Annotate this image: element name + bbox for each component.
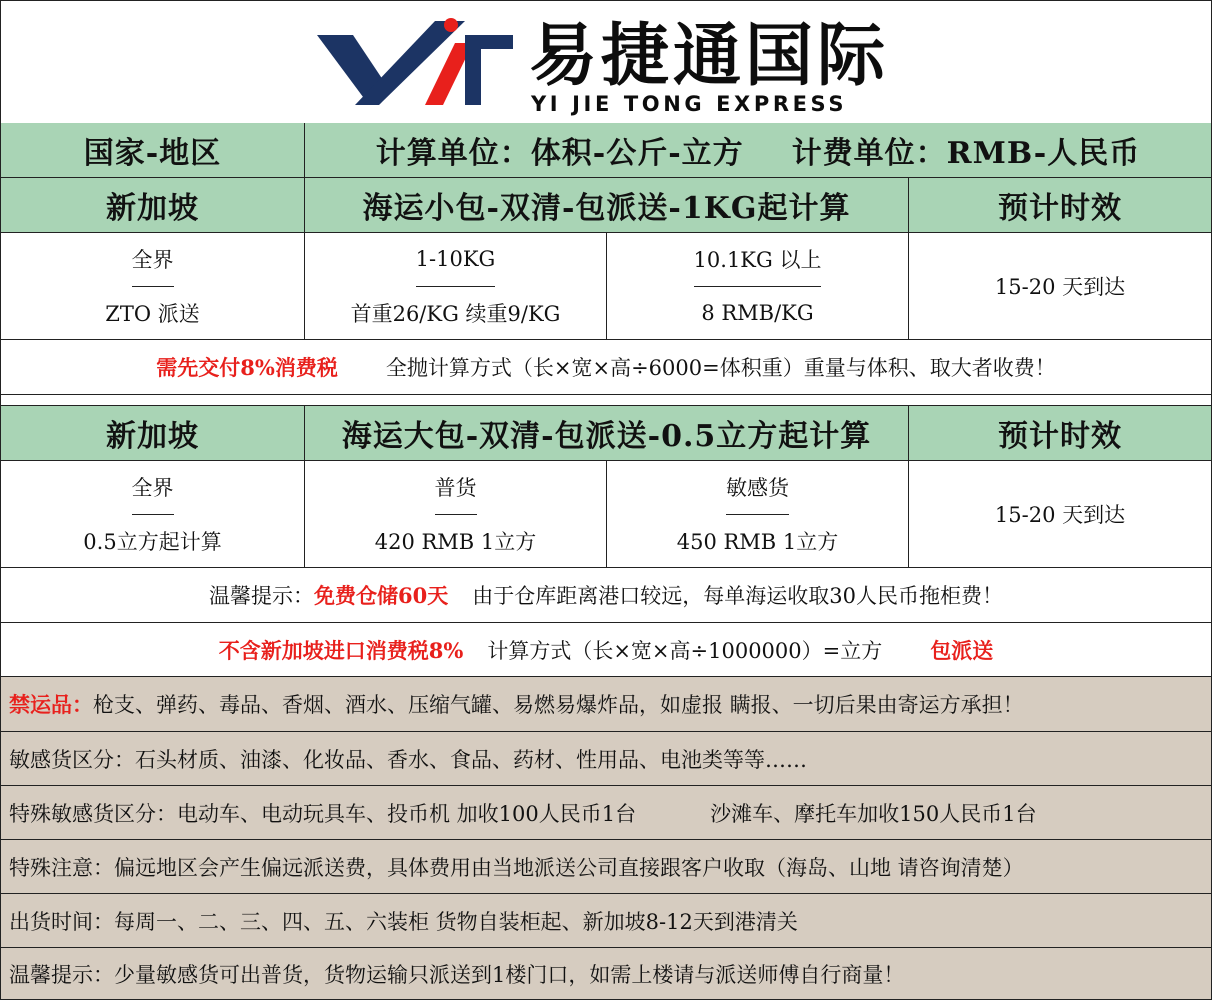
small-note: [1, 340, 1211, 394]
small-service-title: 海运小包-双清-包派送-1KG起计算: [305, 178, 909, 232]
tax-tip: [1, 623, 1211, 676]
logo-chinese-name: 易捷通国际: [529, 17, 890, 96]
ship-time-row: [1, 894, 1211, 948]
sensitive-row: [1, 732, 1211, 786]
banned-label: 禁运品：: [9, 692, 93, 717]
large-sensitive-price: 450 RMB 1立方: [676, 529, 839, 554]
large-parcel-data: [1, 461, 1211, 568]
large-minimum: 0.5立方起计算: [83, 529, 222, 554]
banned-items-row: [1, 677, 1211, 732]
remote-row: [1, 840, 1211, 894]
storage-tip-prefix: 温馨提示：: [209, 584, 315, 608]
small-eta-title: 预计时效: [998, 191, 1122, 226]
large-col-area: [1, 461, 305, 567]
tax-tip-row: [1, 623, 1211, 677]
small-country: 新加坡: [1, 178, 305, 232]
storage-tip: [1, 568, 1211, 622]
remote-area-note: 特殊注意：偏远地区会产生偏远派送费，具体费用由当地派送公司直接跟客户收取（海岛、山地 请咨询清楚）: [9, 855, 1024, 880]
large-col-sensitive: [607, 461, 909, 567]
small-eta: 15-20 天到达: [994, 275, 1126, 299]
banned-items: [1, 677, 1211, 731]
towing-fee: 由于仓库距离港口较远，每单海运收取30人民币拖柜费！: [472, 584, 1003, 608]
small-parcel-title-row: [1, 178, 1211, 233]
small-price-tier1: 首重26/KG 续重9/KG: [350, 301, 561, 326]
cbm-formula: 计算方式（长×宽×高÷1000000）=立方: [487, 638, 883, 663]
large-country: 新加坡: [1, 406, 305, 460]
special-row: [1, 786, 1211, 840]
volume-formula: 全抛计算方式（长×宽×高÷6000=体积重）重量与体积、取大者收费！: [385, 356, 1056, 380]
large-general-cargo: 普货: [435, 461, 477, 515]
logo-banner: [1, 1, 1211, 124]
last-tip-row: [1, 948, 1211, 999]
spacer-row: [1, 395, 1211, 406]
large-service-title: 海运大包-双清-包派送-0.5立方起计算: [305, 406, 909, 460]
calc-unit: 计算单位：体积-公斤-立方: [375, 136, 744, 171]
storage-tip-row: [1, 568, 1211, 623]
header-row: [1, 123, 1211, 178]
small-col-tier2: [607, 233, 909, 339]
delivery-tip: 温馨提示：少量敏感货可出普货，货物运输只派送到1楼门口，如需上楼请与派送师傅自行商量！: [9, 962, 905, 987]
small-col-area: [1, 233, 305, 339]
region-header: 国家-地区: [1, 123, 305, 177]
door-delivery: 包派送: [930, 637, 994, 663]
sensitive-goods: 敏感货区分：石头材质、油漆、化妆品、香水、食品、药材、性用品、电池类等等……: [9, 747, 807, 772]
small-area: 全界: [132, 233, 174, 287]
small-weight-tier1: 1-10KG: [416, 233, 496, 287]
large-parcel-title-row: [1, 406, 1211, 461]
small-weight-tier2: 10.1KG 以上: [694, 233, 822, 287]
large-general-price: 420 RMB 1立方: [374, 529, 537, 554]
company-logo-icon: [315, 13, 515, 113]
shipping-schedule: 出货时间：每周一、二、三、四、五、六装柜 货物自装柜起、新加坡8-12天到港清关: [9, 909, 798, 934]
special-surcharge-b: 沙滩车、摩托车加收150人民币1台: [710, 801, 1037, 826]
small-price-tier2: 8 RMB/KG: [701, 300, 814, 325]
banned-text: 枪支、弹药、毒品、香烟、酒水、压缩气罐、易燃易爆炸品，如虚报 瞒报、一切后果由寄运方承担！: [93, 693, 1024, 717]
large-sensitive-cargo: 敏感货: [726, 461, 789, 515]
large-eta: 15-20 天到达: [994, 503, 1126, 527]
special-sensitive: [1, 786, 1211, 839]
small-parcel-note-row: [1, 340, 1211, 395]
bill-unit: 计费单位：RMB-人民币: [791, 136, 1141, 171]
special-surcharge-a: 特殊敏感货区分：电动车、电动玩具车、投币机 加收100人民币1台: [9, 801, 637, 826]
logo-english-name: YI JIE TONG EXPRESS: [531, 92, 848, 116]
small-col-tier1: [305, 233, 607, 339]
import-tax-note: 不含新加坡进口消费税8%: [218, 637, 464, 663]
small-delivery: ZTO 派送: [105, 301, 200, 326]
unit-header: [305, 123, 1211, 177]
large-eta-title: 预计时效: [998, 419, 1122, 454]
large-area: 全界: [132, 461, 174, 515]
free-storage: 免费仓储60天: [314, 583, 449, 608]
tax-warning: 需先交付8%消费税: [156, 355, 338, 380]
small-parcel-data: [1, 233, 1211, 340]
large-col-general: [305, 461, 607, 567]
